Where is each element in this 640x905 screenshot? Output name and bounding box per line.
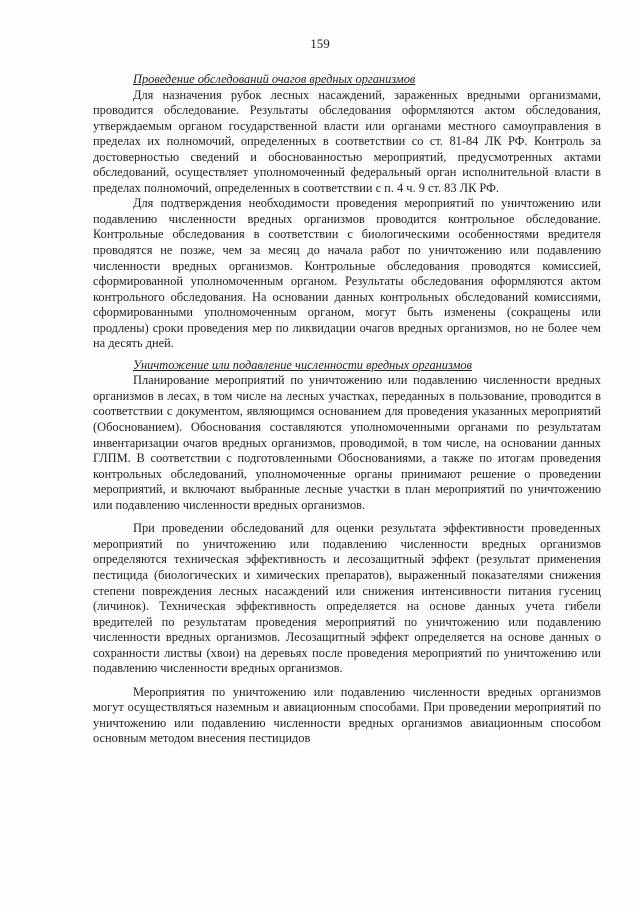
page-content: [93, 72, 601, 747]
paragraph-survey-logging: Для назначения рубок лесных насаждений, зараженных вредными организмами, проводится обследование. Результаты обследования оформляются актом обследования, утверждаемым органом государственной власти или органами местного самоуправления в пределах их полномочий, определенных в соответствии со ст. 81-84 ЛК РФ. Контроль за достоверностью сведений и обоснованностью мероприятий, предусмотренных актами обследований, осуществляет уполномоченный федеральный орган исполнительной власти в пределах полномочий, определенных в соответствии с п. 4 ч. 9 ст. 83 ЛК РФ.: [93, 87, 601, 195]
paragraph-effectiveness: При проведении обследований для оценки результата эффективности проведенных мероприятий по уничтожению или подавлению численности вредных организмов определяются техническая эффективность и лесозащитный эффект (результат применения пестицида (биологических и химических препаратов), выраженный показателями снижения степени повреждения лесных насаждений или снижения интенсивности питания гусениц (личинок). Техническая эффективность определяется на основе данных учета гибели вредителей по результатам проведения мероприятий по уничтожению или подавлению численности вредных организмов. Лесозащитный эффект определяется на основе данных о сохранности листвы (хвои) на деревьях после проведения мероприятий по уничтожению или подавлению численности вредных организмов.: [93, 521, 601, 676]
paragraph-control-survey: Для подтверждения необходимости проведения мероприятий по уничтожению или подавлению численности вредных организмов проводится контрольное обследование. Контрольные обследования в соответствии с биологическими особенностями вредителя проводятся не позже, чем за месяц до начала работ по уничтожению или подавлению численности вредных организмов. Контрольные обследования проводятся комиссией, сформированной уполномоченным органом. Результаты обследования оформляются актом контрольного обследования. На основании данных контрольных обследований комиссиями, сформированными уполномоченным органом, могут быть изменены (сокращены или продлены) сроки проведения мер по ликвидации очагов вредных организмов, но не более чем на десять дней.: [93, 196, 601, 351]
page-number: 159: [310, 36, 330, 51]
section-heading-destruction: Уничтожение или подавление численности вредных организмов: [133, 357, 473, 372]
paragraph-planning: Планирование мероприятий по уничтожению или подавлению численности вредных организмов в лесах, в том числе на лесных участках, переданных в пользование, проводится в соответствии с документом, являющимся основанием для проведения указанных мероприятий (Обоснованием). Обоснования составляются уполномоченными органами по результатам инвентаризации очагов вредных организмов, проводимой, в том числе, на основании данных ГЛПМ. В соответствии с подготовленными Обоснованиями, а также по итогам проведения контрольных обследований, уполномоченные органы принимают решение о проведении мероприятий, и включают выбранные лесные участки в план мероприятий по уничтожению или подавлению численности вредных организмов.: [93, 373, 601, 512]
section-heading-surveys: Проведение обследований очагов вредных организмов: [133, 72, 416, 86]
paragraph-methods: Мероприятия по уничтожению или подавлению численности вредных организмов могут осуществляться наземным и авиационным способами. При проведении мероприятий по уничтожению или подавлению численности вредных организмов авиационным способом основным методом внесения пестицидов: [93, 684, 601, 746]
